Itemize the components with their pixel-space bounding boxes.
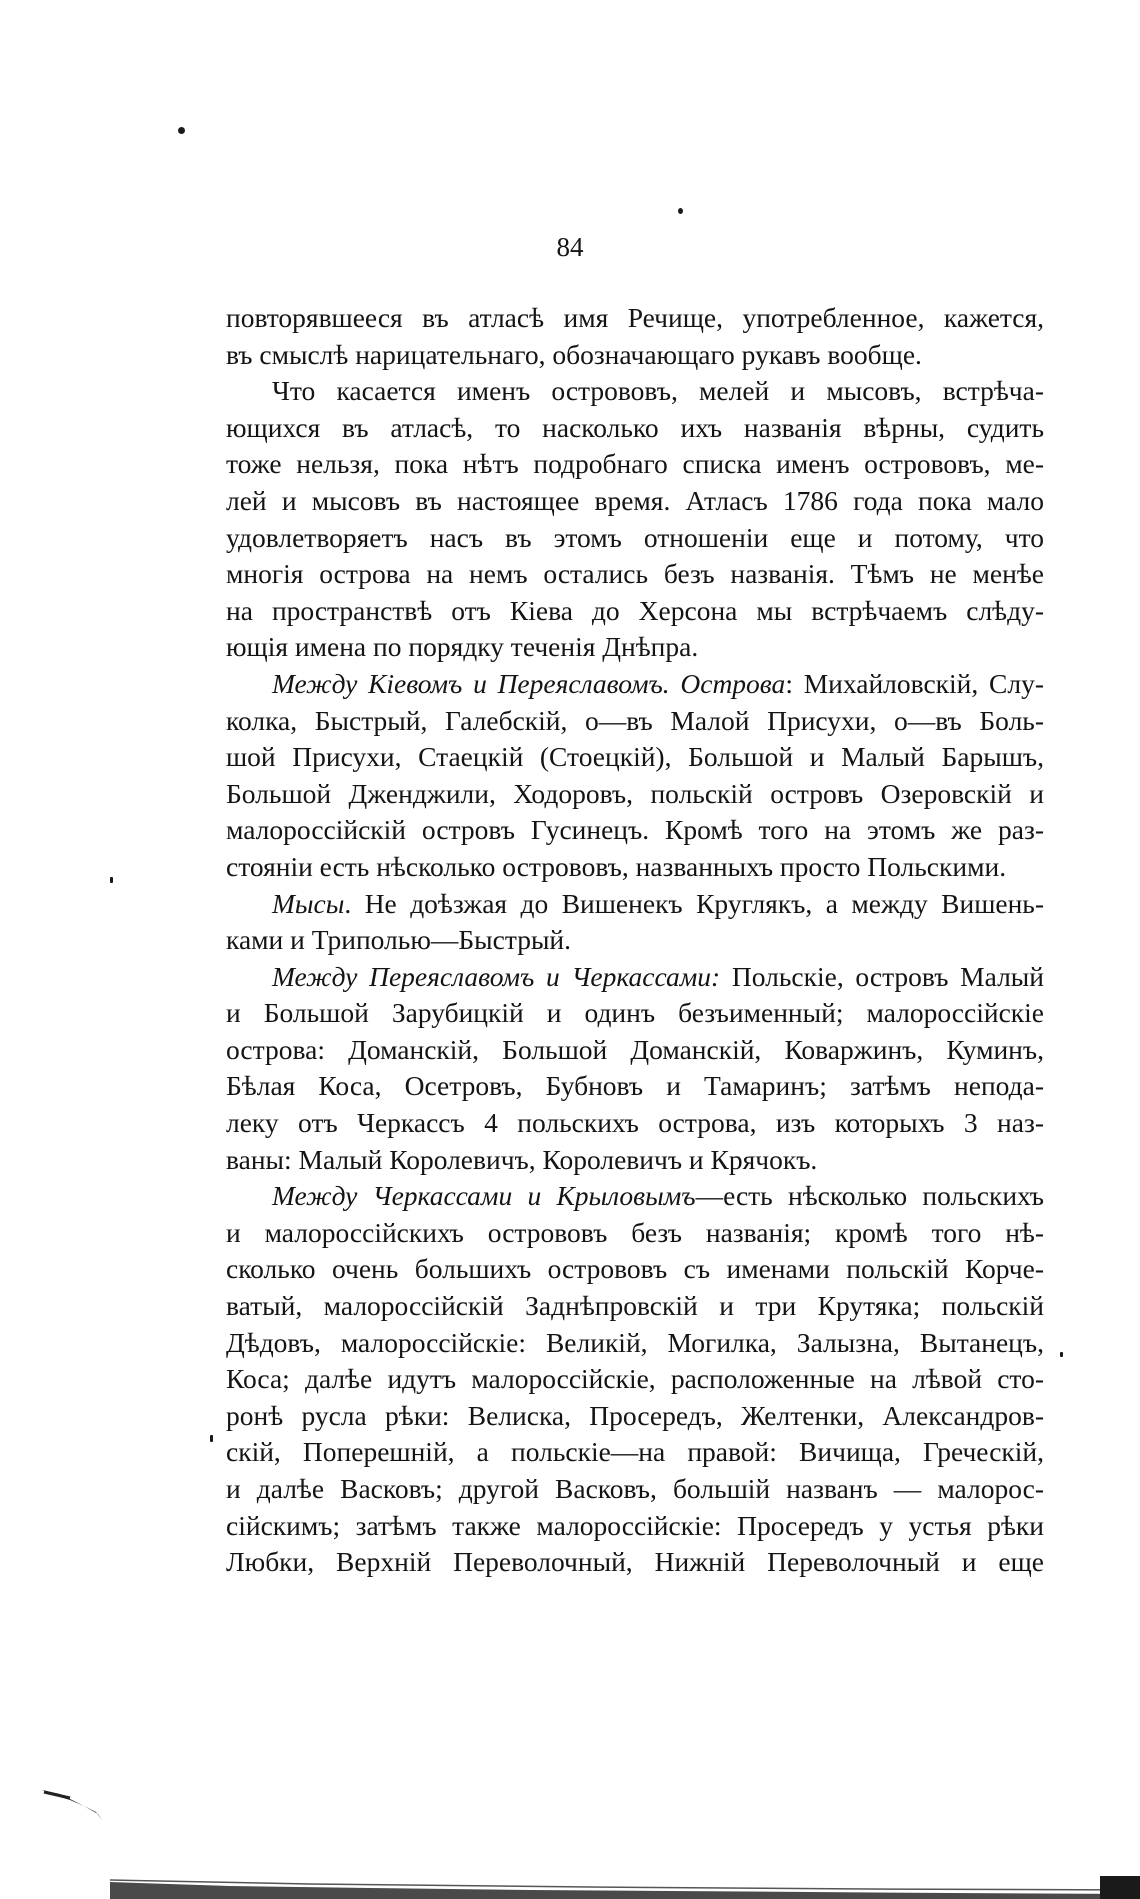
text-line: скій, Поперешній, а польскіе—на правой: Вичища, Греческій, [226, 1436, 1044, 1468]
text-line: въ смыслѣ нарицательнаго, обозначающаго рукавъ вообще. [226, 338, 922, 370]
text-line: острова: Доманскій, Большой Доманскій, Коваржинъ, Куминъ, [226, 1033, 1044, 1065]
text-line [226, 959, 1044, 996]
scan-speck [178, 127, 185, 134]
text-line: ками и Триполью—Быстрый. [226, 924, 572, 956]
italic-heading: Между Переяславомъ и Черкассами: [272, 960, 721, 992]
text-line: и малороссійскихъ острововъ безъ названія; кромѣ того нѣ- [226, 1216, 1044, 1248]
text-line: сійскимъ; затѣмъ также малороссійскіе: Просередъ у устья рѣки [226, 1509, 1044, 1541]
body-text [226, 300, 1044, 1581]
scan-artifact [40, 1782, 110, 1822]
text-line: повторявшееся въ атласѣ имя Речище, употребленное, кажется, [226, 302, 1044, 333]
text-line: тоже нельзя, пока нѣтъ подробнаго списка именъ острововъ, ме- [226, 448, 1044, 480]
text-line: шой Присухи, Стаецкій (Стоецкій), Большой и Малый Барышъ, [226, 741, 1044, 773]
text-line: удовлетворяетъ насъ въ этомъ отношеніи еще и потому, что [226, 521, 1044, 553]
text-line: Любки, Верхній Переволочный, Нижній Переволочный и еще [226, 1546, 1044, 1578]
text-line: Бѣлая Коса, Осетровъ, Бубновъ и Тамаринъ; затѣмъ непода- [226, 1070, 1044, 1102]
text-line: ющихся въ атласѣ, то насколько ихъ названія вѣрны, судить [226, 411, 1044, 443]
text-run: Польскіе, островъ Малый [720, 960, 1044, 992]
text-line: ющія имена по порядку теченія Днѣпра. [226, 631, 699, 663]
text-line: многія острова на немъ остались безъ названія. Тѣмъ не менѣе [226, 558, 1044, 590]
text-line: леку отъ Черкассъ 4 польскихъ острова, изъ которыхъ 3 наз- [226, 1107, 1044, 1139]
text-run: : Михайловскій, Слу- [785, 667, 1044, 699]
text-line: ватый, малороссійскій Заднѣпровскій и три Крутяка; польскій [226, 1290, 1044, 1322]
text-line: Большой Дженджили, Ходоровъ, польскій островъ Озеровскій и [226, 777, 1044, 809]
text-line: стояніи есть нѣсколько острововъ, названныхъ просто Польскими. [226, 850, 1007, 882]
italic-heading: Между Кіевомъ и Переяславомъ. Острова [272, 667, 786, 699]
text-line [226, 886, 1044, 923]
page-number: 84 [556, 232, 584, 262]
text-line [226, 666, 1044, 703]
text-line: Дѣдовъ, малороссійскіе: Великій, Могилка, Залызна, Вытанецъ, [226, 1326, 1044, 1358]
text-line: сколько очень большихъ острововъ съ именами польскій Корче- [226, 1253, 1044, 1285]
text-line: малороссійскій островъ Гусинецъ. Кромѣ того на этомъ же раз- [226, 814, 1044, 846]
italic-heading: Мысы [272, 887, 345, 919]
scan-artifact [110, 1876, 1140, 1899]
scan-speck [110, 877, 113, 883]
text-line: колка, Быстрый, Галебскій, о—въ Малой Присухи, о—въ Боль- [226, 704, 1044, 736]
text-run: . Не доѣзжая до Вишенекъ Круглякъ, а между Вишень- [344, 887, 1044, 919]
text-line: Коса; далѣе идутъ малороссійскіе, расположенные на лѣвой сто- [226, 1363, 1044, 1395]
text-line: и далѣе Васковъ; другой Васковъ, большій названъ — малорос- [226, 1473, 1044, 1504]
text-run: —есть нѣсколько польскихъ [695, 1180, 1044, 1212]
text-line: на пространствѣ отъ Кіева до Херсона мы встрѣчаемъ слѣду- [226, 594, 1044, 626]
text-line: ронѣ русла рѣки: Велиска, Просередъ, Желтенки, Александров- [226, 1399, 1044, 1431]
text-line [226, 1178, 1044, 1215]
scan-speck [678, 208, 683, 214]
italic-heading: Между Черкассами и Крыловымъ [272, 1180, 696, 1212]
scan-speck [210, 1435, 213, 1442]
text-line: и Большой Зарубицкій и одинъ безъименный; малороссійскіе [226, 997, 1044, 1029]
text-line: Что касается именъ острововъ, мелей и мысовъ, встрѣча- [272, 375, 1044, 407]
text-line: ваны: Малый Королевичъ, Королевичъ и Крячокъ. [226, 1143, 818, 1175]
scan-speck [1060, 1352, 1063, 1357]
text-line: лей и мысовъ въ настоящее время. Атласъ 1786 года пока мало [226, 484, 1044, 516]
